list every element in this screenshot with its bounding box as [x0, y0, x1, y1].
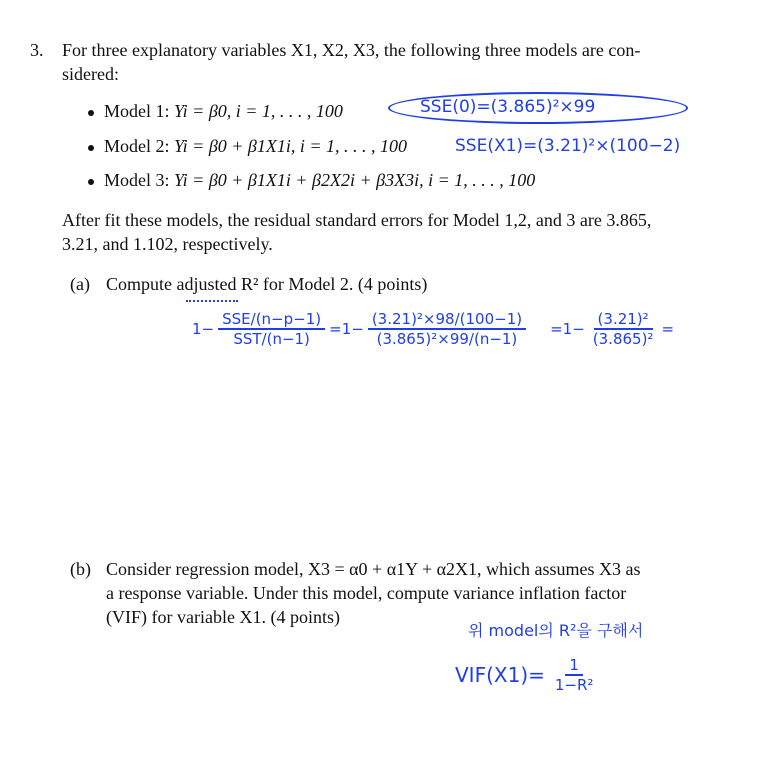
problem-number: 3. — [30, 40, 44, 60]
model-1-item — [88, 101, 343, 122]
work-eq3: = — [661, 320, 675, 338]
work-fraction-2 — [368, 310, 526, 348]
model-3-item — [88, 170, 535, 191]
work-eq1: =1− — [329, 320, 364, 338]
model-3-equation: Yi = β0 + β1X1i + β2X2i + β3X3i, i = 1, . . . , 100 — [174, 170, 536, 190]
model-3-label: Model 3: — [104, 170, 170, 190]
bullet-icon — [88, 110, 94, 116]
bullet-icon — [88, 179, 94, 185]
intro-text-1: For three explanatory variables X1, X2, X3, the following three models are con- — [62, 40, 641, 60]
intro-line-2: sidered: — [62, 64, 119, 84]
vif-formula — [455, 656, 597, 694]
model-1-label: Model 1: — [104, 101, 170, 121]
part-a-label: (a) — [70, 274, 90, 294]
after-line-2: 3.21, and 1.102, respectively. — [62, 234, 273, 254]
model-2-equation: Yi = β0 + β1X1i, i = 1, . . . , 100 — [174, 136, 408, 156]
part-a-work — [192, 310, 674, 348]
work-frac1-den: SST/(n−1) — [233, 330, 310, 348]
model-1-equation: Yi = β0, i = 1, . . . , 100 — [174, 101, 343, 121]
part-a-text: Compute adjusted R² for Model 2. (4 points) — [106, 274, 428, 294]
work-fraction-3 — [589, 310, 658, 348]
part-b-line-3: (VIF) for variable X1. (4 points) — [106, 607, 340, 627]
vif-num: 1 — [565, 656, 583, 676]
work-frac2-num: (3.21)²×98/(100−1) — [368, 310, 526, 330]
work-fraction-1 — [218, 310, 325, 348]
work-frac3-den: (3.865)² — [592, 330, 654, 348]
model2-note: SSE(X1)=(3.21)²×(100−2) — [455, 136, 681, 156]
work-eq2: =1− — [550, 320, 585, 338]
model-2-label: Model 2: — [104, 136, 170, 156]
vif-den: 1−R² — [554, 676, 594, 694]
part-b-note: 위 model의 R²을 구해서 — [468, 621, 644, 640]
model-2-item — [88, 136, 407, 157]
model1-note: SSE(0)=(3.865)²×99 — [420, 97, 596, 117]
vif-lhs: VIF(X1)= — [455, 663, 545, 687]
adjusted-underline — [186, 294, 238, 302]
work-frac3-num: (3.21)² — [594, 310, 653, 330]
work-frac2-den: (3.865)²×99/(n−1) — [376, 330, 518, 348]
vif-fraction — [551, 656, 598, 694]
intro-line-1 — [62, 40, 640, 61]
part-b-line-2: a response variable. Under this model, compute variance inflation factor — [106, 583, 627, 603]
after-line-1: After fit these models, the residual standard errors for Model 1,2, and 3 are 3.865, — [62, 210, 652, 230]
bullet-icon — [88, 145, 94, 151]
work-prefix: 1− — [192, 320, 215, 338]
part-b-label: (b) — [70, 559, 91, 579]
part-b-line-1: Consider regression model, X3 = α0 + α1Y + α2X1, which assumes X3 as — [106, 559, 641, 579]
work-frac1-num: SSE/(n−p−1) — [218, 310, 325, 330]
